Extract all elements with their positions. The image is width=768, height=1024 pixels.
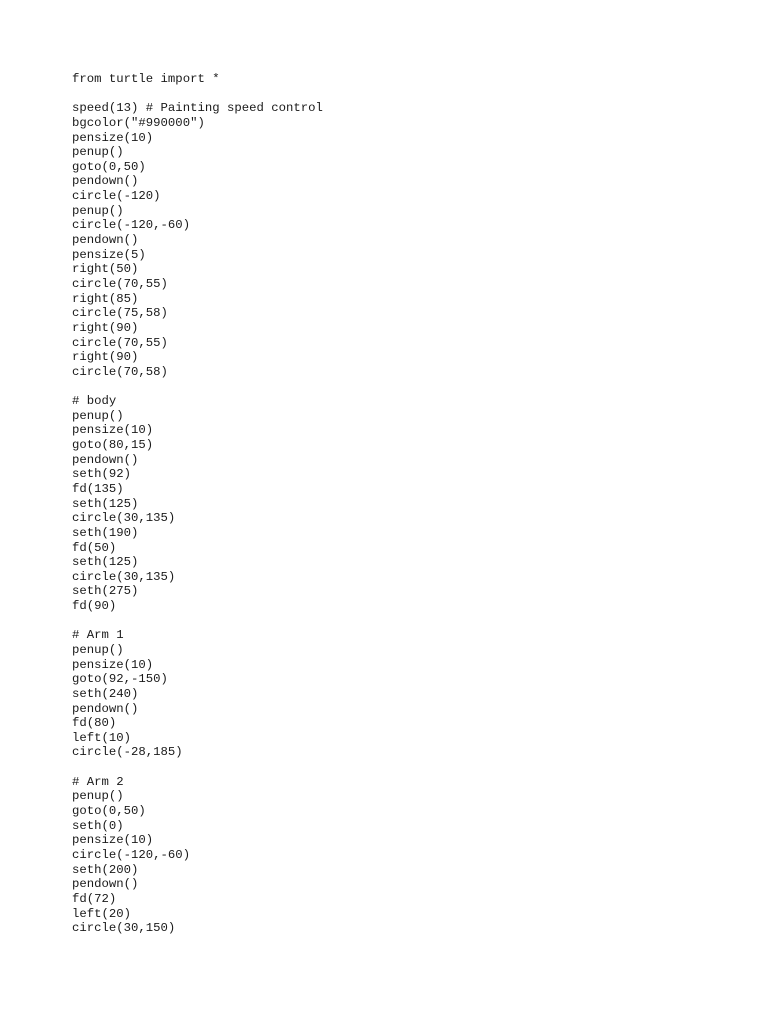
code-line: circle(30,135) bbox=[72, 569, 176, 584]
code-line: circle(30,135) bbox=[72, 511, 176, 526]
code-line bbox=[72, 379, 323, 394]
code-line: left(10) bbox=[72, 730, 132, 745]
code-line: right(50) bbox=[72, 262, 139, 277]
code-line: penup() bbox=[72, 642, 124, 657]
code-line: right(90) bbox=[72, 350, 139, 365]
code-line: pensize(5) bbox=[72, 247, 146, 262]
code-line: seth(0) bbox=[72, 818, 124, 833]
code-line: seth(240) bbox=[72, 686, 139, 701]
code-line: pensize(10) bbox=[72, 657, 154, 672]
code-line: circle(-120) bbox=[72, 189, 161, 204]
code-line: pendown() bbox=[72, 701, 139, 716]
code-line: bgcolor("#990000") bbox=[72, 115, 205, 130]
code-line bbox=[72, 87, 323, 102]
code-line: goto(0,50) bbox=[72, 159, 146, 174]
code-line: # body bbox=[72, 394, 117, 409]
code-line: # Arm 1 bbox=[72, 628, 124, 643]
code-line: from turtle import * bbox=[72, 72, 220, 86]
code-line: circle(30,150) bbox=[72, 921, 176, 936]
code-line: penup() bbox=[72, 789, 124, 804]
code-line bbox=[72, 760, 323, 775]
code-line: pendown() bbox=[72, 174, 139, 189]
code-line: circle(70,58) bbox=[72, 364, 168, 379]
code-line: # Arm 2 bbox=[72, 774, 124, 789]
code-line: circle(-120,-60) bbox=[72, 847, 191, 862]
code-line: seth(125) bbox=[72, 496, 139, 511]
code-line: goto(80,15) bbox=[72, 438, 154, 453]
code-line: goto(0,50) bbox=[72, 804, 146, 819]
code-line: pensize(10) bbox=[72, 833, 154, 848]
code-line: penup() bbox=[72, 203, 124, 218]
code-line bbox=[72, 614, 323, 629]
code-line: fd(80) bbox=[72, 716, 117, 731]
code-line: seth(190) bbox=[72, 525, 139, 540]
code-line: pensize(10) bbox=[72, 130, 154, 145]
code-line: right(90) bbox=[72, 320, 139, 335]
code-line: circle(70,55) bbox=[72, 335, 168, 350]
code-line: penup() bbox=[72, 408, 124, 423]
code-line: circle(70,55) bbox=[72, 276, 168, 291]
code-line: penup() bbox=[72, 145, 124, 160]
code-line: fd(72) bbox=[72, 891, 117, 906]
code-line: right(85) bbox=[72, 291, 139, 306]
code-line: pendown() bbox=[72, 452, 139, 467]
code-line: circle(75,58) bbox=[72, 306, 168, 321]
code-line: fd(135) bbox=[72, 481, 124, 496]
code-line: seth(92) bbox=[72, 467, 132, 482]
code-line: speed(13) # Painting speed control bbox=[72, 101, 323, 116]
code-line: seth(125) bbox=[72, 555, 139, 570]
code-line: seth(275) bbox=[72, 584, 139, 599]
code-line: fd(50) bbox=[72, 540, 117, 555]
code-line: seth(200) bbox=[72, 862, 139, 877]
code-line: pendown() bbox=[72, 233, 139, 248]
code-line: fd(90) bbox=[72, 599, 117, 614]
code-line: left(20) bbox=[72, 906, 132, 921]
code-line: circle(-28,185) bbox=[72, 745, 183, 760]
code-line: goto(92,-150) bbox=[72, 672, 168, 687]
code-line: pensize(10) bbox=[72, 423, 154, 438]
code-block bbox=[72, 72, 323, 936]
code-line: pendown() bbox=[72, 877, 139, 892]
code-line: circle(-120,-60) bbox=[72, 218, 191, 233]
